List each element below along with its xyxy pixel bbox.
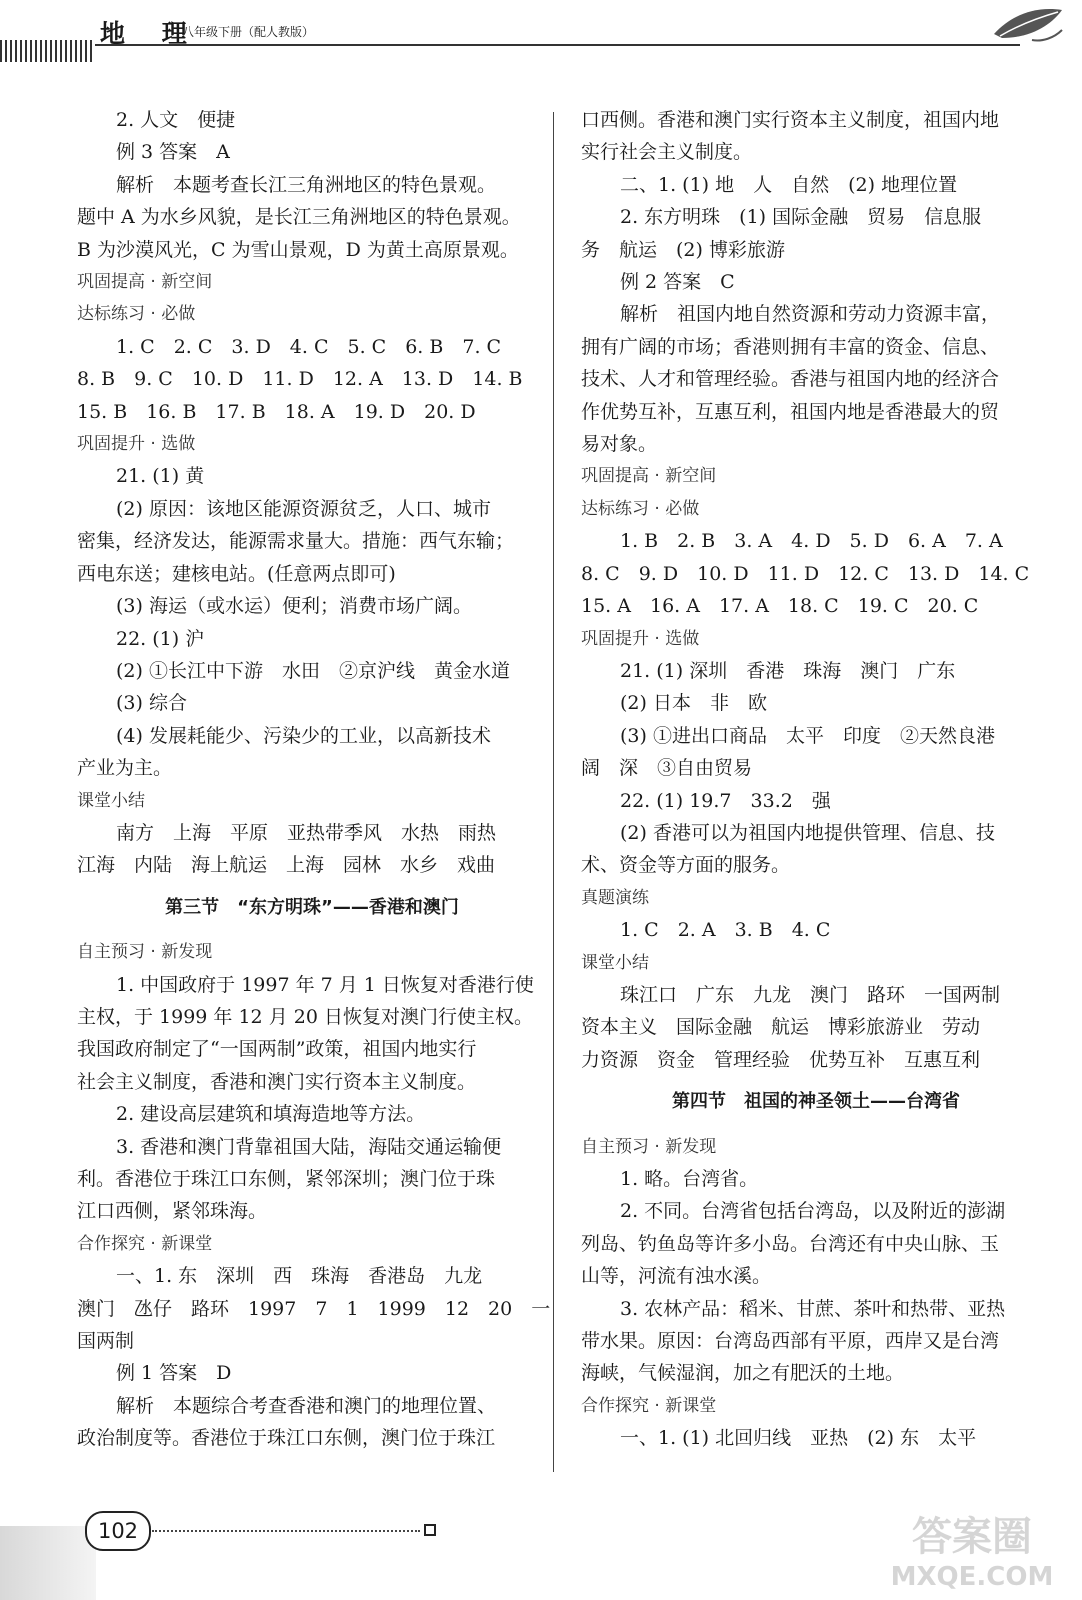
text-line: 1. 略。台湾省。 <box>620 1168 759 1190</box>
text-line: 例 1 答案 D <box>116 1362 232 1385</box>
subsection-label: 巩固提升 · 选做 <box>581 628 700 649</box>
footer-square-icon <box>424 1524 436 1536</box>
footer-dotted-line <box>152 1530 420 1532</box>
text-line: (2) 香港可以为祖国内地提供管理、信息、技 <box>620 821 995 844</box>
text-line: 我国政府制定了“一国两制”政策，祖国内地实行 <box>77 1038 477 1061</box>
text-line: 22. (1) 19.7 33.2 强 <box>620 789 831 812</box>
text-line: 15. A 16. A 17. A 18. C 19. C 20. C <box>581 595 979 618</box>
text-line: 1. C 2. A 3. B 4. C <box>620 919 831 942</box>
watermark-url: MXQE.COM <box>890 1562 1054 1592</box>
text-line: (2) ①长江中下游 水田 ②京沪线 黄金水道 <box>116 659 510 682</box>
column-divider <box>553 112 554 1472</box>
subsection-label: 课堂小结 <box>77 790 145 811</box>
text-line: 2. 东方明珠 (1) 国际金融 贸易 信息服 <box>620 206 982 229</box>
text-line: 阔 深 ③自由贸易 <box>581 757 753 780</box>
text-line: 珠江口 广东 九龙 澳门 路环 一国两制 <box>620 983 1001 1006</box>
subsection-label: 达标练习 · 必做 <box>77 304 196 325</box>
text-line: B 为沙漠风光，C 为雪山景观，D 为黄土高原景观。 <box>77 238 519 261</box>
subsection-label: 真题演练 <box>581 887 649 908</box>
text-line: 南方 上海 平原 亚热带季风 水热 雨热 <box>116 821 497 844</box>
book-title: 地 理 <box>100 19 201 48</box>
leaf-decoration-icon <box>992 4 1064 48</box>
header-rule <box>95 44 1020 46</box>
text-line: 3. 香港和澳门背靠祖国大陆，海陆交通运输便 <box>116 1135 502 1158</box>
text-line: 2. 建设高层建筑和填海造地等方法。 <box>116 1103 426 1126</box>
text-line: 8. B 9. C 10. D 11. D 12. A 13. D 14. B <box>77 368 523 391</box>
header-stripes <box>0 40 95 62</box>
watermark-logo <box>882 1505 1062 1595</box>
text-line: 社会主义制度，香港和澳门实行资本主义制度。 <box>77 1070 477 1093</box>
text-line: 山等，河流有浊水溪。 <box>581 1265 772 1288</box>
subsection-label: 合作探究 · 新课堂 <box>581 1395 717 1416</box>
text-line: 15. B 16. B 17. B 18. A 19. D 20. D <box>77 400 476 423</box>
text-line: 国两制 <box>77 1330 135 1353</box>
page-number: 102 <box>85 1511 151 1551</box>
text-line: 海峡，气候湿润，加之有肥沃的土地。 <box>581 1362 905 1385</box>
left-column <box>77 104 551 1455</box>
text-line: 列岛、钓鱼岛等许多小岛。台湾还有中央山脉、玉 <box>581 1232 1000 1255</box>
text-line: 西电东送；建核电站。(任意两点即可) <box>77 562 396 585</box>
text-line: 政治制度等。香港位于珠江口东侧，澳门位于珠江 <box>77 1427 496 1450</box>
text-line: 江海 内陆 海上航运 上海 园林 水乡 戏曲 <box>77 854 496 877</box>
text-line: 21. (1) 黄 <box>116 465 205 488</box>
text-line: (4) 发展耗能少、污染少的工业，以高新技术 <box>116 724 491 747</box>
text-line: 作优势互补，互惠互利，祖国内地是香港最大的贸 <box>581 400 1000 423</box>
text-line: 题中 A 为水乡风貌，是长江三角洲地区的特色景观。 <box>77 206 521 229</box>
section-heading: 第三节 “东方明珠”——香港和澳门 <box>165 896 459 918</box>
subsection-label: 巩固提高 · 新空间 <box>77 272 213 293</box>
text-line: (3) 海运（或水运）便利；消费市场广阔。 <box>116 595 472 618</box>
text-line: 密集，经济发达，能源需求量大。措施：西气东输； <box>77 530 515 553</box>
text-line: 例 2 答案 C <box>620 271 735 294</box>
text-line: 2. 人文 便捷 <box>116 109 236 131</box>
footer-shade <box>0 1526 96 1600</box>
text-line: 江口西侧，紧邻珠海。 <box>77 1200 268 1223</box>
text-line: 21. (1) 深圳 香港 珠海 澳门 广东 <box>620 659 956 682</box>
text-line: (3) 综合 <box>116 692 187 715</box>
subsection-label: 巩固提升 · 选做 <box>77 434 196 455</box>
text-line: 拥有广阔的市场；香港则拥有丰富的资金、信息、 <box>581 335 1000 358</box>
subsection-label: 合作探究 · 新课堂 <box>77 1233 213 1254</box>
text-line: 解析 祖国内地自然资源和劳动力资源丰富， <box>620 303 1001 326</box>
text-line: 带水果。原因：台湾岛西部有平原，西岸又是台湾 <box>581 1330 1000 1353</box>
text-line: 2. 不同。台湾省包括台湾岛，以及附近的澎湖 <box>620 1200 1006 1223</box>
text-line: 解析 本题考查长江三角洲地区的特色景观。 <box>116 173 497 196</box>
text-line: 技术、人才和管理经验。香港与祖国内地的经济合 <box>581 368 1000 391</box>
watermark-text: 答案圈 <box>912 1514 1032 1560</box>
text-line: 3. 农林产品：稻米、甘蔗、茶叶和热带、亚热 <box>620 1297 1006 1320</box>
subsection-label: 课堂小结 <box>581 952 649 973</box>
text-line: 解析 本题综合考查香港和澳门的地理位置、 <box>116 1394 497 1417</box>
text-line: 实行社会主义制度。 <box>581 141 753 164</box>
text-line: 易对象。 <box>581 433 658 456</box>
text-line: 资本主义 国际金融 航运 博彩旅游业 劳动 <box>581 1016 981 1039</box>
text-line: 务 航运 (2) 博彩旅游 <box>581 238 785 261</box>
text-line: 主权，于 1999 年 12 月 20 日恢复对澳门行使主权。 <box>77 1005 533 1028</box>
right-column <box>581 104 1051 1455</box>
text-line: 8. C 9. D 10. D 11. D 12. C 13. D 14. C <box>581 562 1030 585</box>
text-line: 澳门 氹仔 路环 1997 7 1 1999 12 20 一 <box>77 1297 551 1320</box>
subsection-label: 自主预习 · 新发现 <box>77 942 213 963</box>
text-line: (2) 日本 非 欧 <box>620 692 767 715</box>
text-line: 1. B 2. B 3. A 4. D 5. D 6. A 7. A <box>620 530 1003 553</box>
subsection-label: 巩固提高 · 新空间 <box>581 466 717 487</box>
text-line: (3) ①进出口商品 太平 印度 ②天然良港 <box>620 724 995 747</box>
text-line: 22. (1) 沪 <box>116 627 205 650</box>
text-line: 术、资金等方面的服务。 <box>581 854 791 877</box>
text-line: 1. 中国政府于 1997 年 7 月 1 日恢复对香港行使 <box>116 973 534 996</box>
section-heading: 第四节 祖国的神圣领土——台湾省 <box>672 1091 960 1113</box>
text-line: 二、1. (1) 地 人 自然 (2) 地理位置 <box>620 173 958 196</box>
subsection-label: 达标练习 · 必做 <box>581 498 700 519</box>
text-line: 一、1. 东 深圳 西 珠海 香港岛 九龙 <box>116 1265 483 1288</box>
text-line: (2) 原因：该地区能源资源贫乏，人口、城市 <box>116 497 491 520</box>
text-line: 力资源 资金 管理经验 优势互补 互惠互利 <box>581 1048 981 1071</box>
text-line: 一、1. (1) 北回归线 亚热 (2) 东 太平 <box>620 1427 977 1450</box>
text-line: 产业为主。 <box>77 757 173 780</box>
book-subtitle: 八年级下册（配人教版） <box>182 25 315 39</box>
page-header <box>0 0 1082 62</box>
text-line: 1. C 2. C 3. D 4. C 5. C 6. B 7. C <box>116 335 502 358</box>
text-line: 口西侧。香港和澳门实行资本主义制度，祖国内地 <box>581 109 1000 131</box>
text-line: 例 3 答案 A <box>116 141 230 164</box>
subsection-label: 自主预习 · 新发现 <box>581 1136 717 1157</box>
text-line: 利。香港位于珠江口东侧，紧邻深圳；澳门位于珠 <box>77 1168 496 1190</box>
